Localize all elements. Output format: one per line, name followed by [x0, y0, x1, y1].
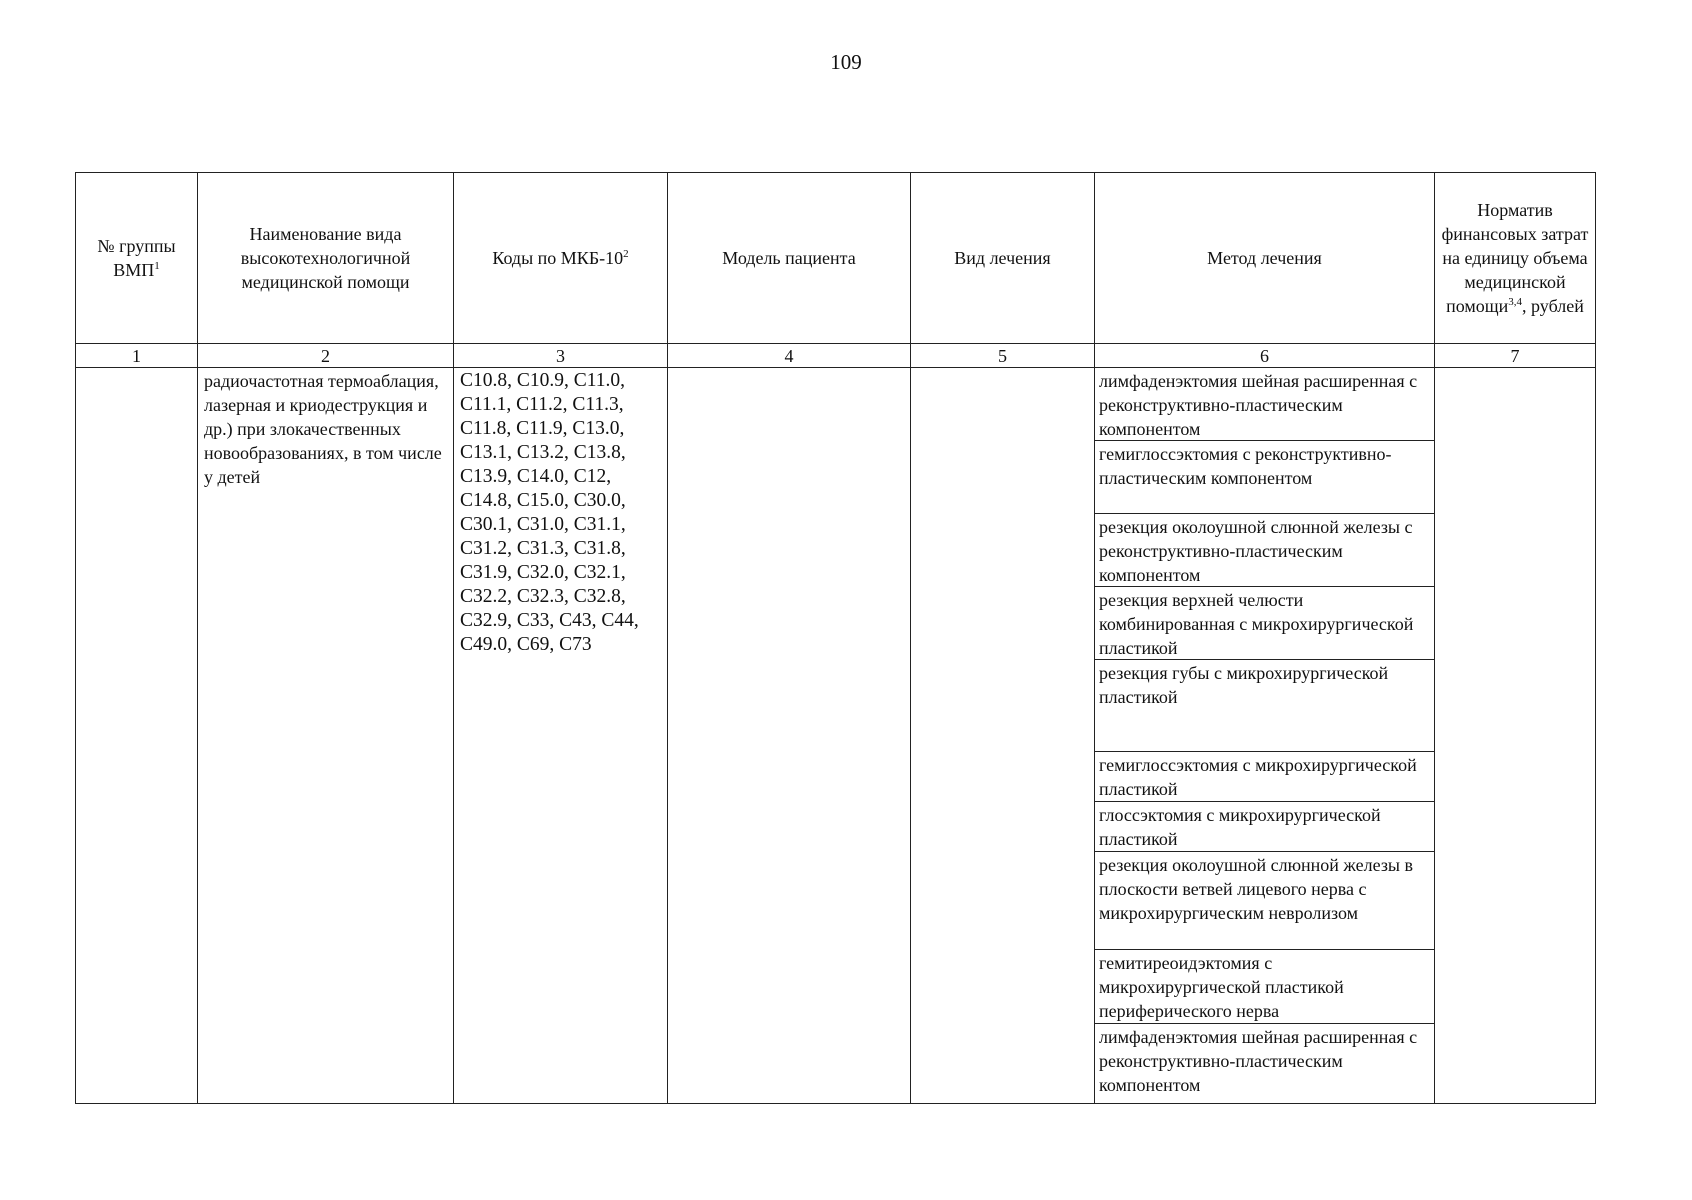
method-item: глоссэктомия с микрохирургической пластикой	[1095, 802, 1434, 852]
vmp-table	[75, 172, 1596, 1104]
header-vmp-name: Наименование вида высокотехнологичной медицинской помощи	[198, 173, 454, 344]
column-number: 3	[454, 344, 668, 368]
header-cost-norm: Норматив финансовых затрат на единицу объема медицинской помощи$^{3,4}$, рублей	[1435, 173, 1596, 344]
patient-model-cell	[668, 368, 911, 1104]
header-group-number: № группы ВМП$^1$	[76, 173, 198, 344]
method-item: резекция околоушной слюнной железы с реконструктивно-пластическим компонентом	[1095, 514, 1434, 587]
column-number: 5	[911, 344, 1095, 368]
table-row	[76, 368, 1596, 1104]
method-item: лимфаденэктомия шейная расширенная с реконструктивно-пластическим компонентом	[1095, 368, 1434, 441]
method-item: резекция околоушной слюнной железы в плоскости ветвей лицевого нерва с микрохирургическим невролизом	[1095, 852, 1434, 950]
header-icd-codes: Коды по МКБ-$10^2$	[454, 173, 668, 344]
treatment-type-cell	[911, 368, 1095, 1104]
method-item: гемиглоссэктомия с микрохирургической пластикой	[1095, 752, 1434, 802]
method-item: гемитиреоидэктомия с микрохирургической пластикой периферического нерва	[1095, 950, 1434, 1024]
header-treatment-type: Вид лечения	[911, 173, 1095, 344]
column-number: 7	[1435, 344, 1596, 368]
column-number: 4	[668, 344, 911, 368]
column-number: 1	[76, 344, 198, 368]
column-numbers-row	[76, 344, 1596, 368]
treatment-method-cell	[1095, 368, 1435, 1104]
page-number: 109	[830, 50, 862, 74]
header-treatment-method: Метод лечения	[1095, 173, 1435, 344]
method-item: резекция верхней челюсти комбинированная с микрохирургической пластикой	[1095, 587, 1434, 660]
column-number: 2	[198, 344, 454, 368]
cost-norm-cell	[1435, 368, 1596, 1104]
method-item: резекция губы с микрохирургической пластикой	[1095, 660, 1434, 752]
method-item: гемиглоссэктомия с реконструктивно-пластическим компонентом	[1095, 441, 1434, 514]
column-number: 6	[1095, 344, 1435, 368]
icd-codes-cell: C10.8, C10.9, C11.0, C11.1, C11.2, C11.3, C11.8, C11.9, C13.0, C13.1, C13.2, C13.8, C13.9, C14.0, C12, C14.8, C15.0, C30.0, C30.1, C31.0, C31.1, C31.2, C31.3, C31.8, C31.9, C32.0, C32.1, C32.2, C32.3, C32.8, C32.9, C33, C43, C44, C49.0, C69, C73	[454, 368, 668, 1104]
table-header-row	[76, 173, 1596, 344]
header-patient-model: Модель пациента	[668, 173, 911, 344]
method-item: лимфаденэктомия шейная расширенная с реконструктивно-пластическим компонентом	[1099, 1027, 1418, 1095]
vmp-name-cell: радиочастотная термоаблация, лазерная и криодеструкция и др.) при злокачественных новообразованиях, в том числе у детей	[198, 368, 454, 1104]
group-number-cell	[76, 368, 198, 1104]
